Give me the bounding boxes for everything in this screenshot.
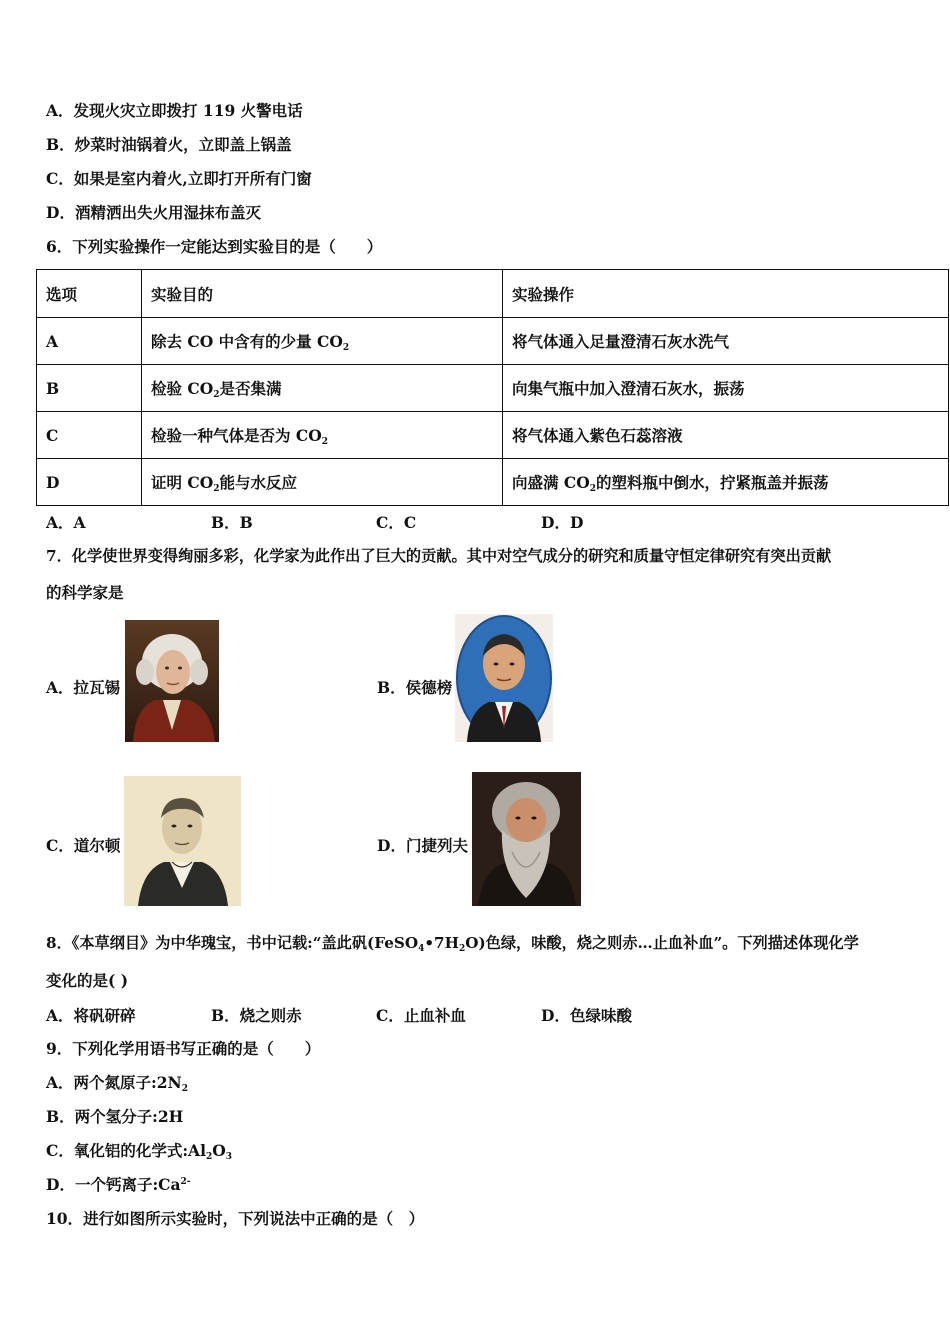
row-operation: 向集气瓶中加入澄清石灰水，振荡: [503, 365, 949, 412]
row-purpose: 证明 $CO_2$能与水反应: [142, 459, 503, 506]
q6-stem: 6．下列实验操作一定能达到实验目的是（ ）: [46, 237, 383, 256]
portrait-hou-debang: [455, 614, 553, 742]
q8-stem-line1: 8．《本草纲目》为中华瑰宝，书中记载:“盖此矾$(FeSO_4•7H_2O)$色绿，味酸，烧之则赤…止血补血”。下列描述体现化学: [46, 934, 859, 954]
q6-answer-a: A．A: [46, 513, 86, 532]
q5-option-a: A．发现火灾立即拨打 119 火警电话: [46, 101, 303, 120]
table-row: [37, 412, 949, 459]
row-operation: 将气体通入足量澄清石灰水洗气: [503, 318, 949, 365]
table-header-row: [37, 270, 949, 318]
q9-option-c: C．氧化铝的化学式$:Al_2O_3$: [46, 1141, 233, 1162]
table-header-operation: 实验操作: [503, 270, 949, 318]
q8-option-c: C．止血补血: [376, 1006, 466, 1025]
row-purpose: 检验一种气体是否为 $CO_2$: [142, 412, 503, 459]
table-header-option: 选项: [37, 270, 142, 318]
q7-stem-line2: 的科学家是: [46, 583, 124, 602]
q7-option-a: A．拉瓦锡: [46, 678, 121, 697]
q7-option-d: D．门捷列夫: [377, 836, 468, 855]
q6-answer-d: D．D: [541, 513, 584, 532]
q6-answer-b: B．B: [211, 513, 253, 532]
q5-option-d: D．酒精洒出失火用湿抹布盖灭: [46, 203, 261, 222]
row-option: B: [37, 365, 142, 412]
q6-answer-c: C．C: [376, 513, 417, 532]
portrait-mendeleev: [472, 772, 581, 906]
row-option: D: [37, 459, 142, 506]
row-operation: 向盛满 $CO_2$的塑料瓶中倒水，拧紧瓶盖并振荡: [503, 459, 949, 506]
q9-option-d: D．一个钙离子$:Ca^{2-}$: [46, 1175, 191, 1194]
q5-option-c: C．如果是室内着火,立即打开所有门窗: [46, 169, 312, 188]
q7-stem-line1: 7．化学使世界变得绚丽多彩，化学家为此作出了巨大的贡献。其中对空气成分的研究和质量守恒定律研究有突出贡献: [46, 547, 832, 565]
row-option: A: [37, 318, 142, 365]
table-row: [37, 459, 949, 506]
q8-stem-line2: 变化的是( ): [46, 971, 129, 990]
q7-option-b: B．侯德榜: [377, 678, 453, 697]
q5-option-b: B．炒菜时油锅着火，立即盖上锅盖: [46, 135, 292, 154]
portrait-dalton: [124, 776, 241, 906]
table-header-purpose: 实验目的: [142, 270, 503, 318]
q8-option-d: D．色绿味酸: [541, 1006, 632, 1025]
portrait-lavoisier: [125, 620, 219, 742]
q8-option-a: A．将矾研碎: [46, 1006, 136, 1025]
table-row: [37, 365, 949, 412]
table-row: [37, 318, 949, 365]
q10-stem: 10．进行如图所示实验时，下列说法中正确的是（ ）: [46, 1209, 425, 1228]
q7-option-c: C．道尔顿: [46, 836, 121, 855]
row-purpose: 除去 CO 中含有的少量 $CO_2$: [142, 318, 503, 365]
row-option: C: [37, 412, 142, 459]
q9-stem: 9．下列化学用语书写正确的是（ ）: [46, 1039, 321, 1058]
q8-option-b: B．烧之则赤: [211, 1006, 302, 1025]
q6-table: [36, 269, 949, 506]
row-operation: 将气体通入紫色石蕊溶液: [503, 412, 949, 459]
q9-option-b: B．两个氢分子:2H: [46, 1107, 184, 1126]
q9-option-a: A．两个氮原子$:2N_2$: [46, 1073, 188, 1094]
row-purpose: 检验 $CO_2$是否集满: [142, 365, 503, 412]
